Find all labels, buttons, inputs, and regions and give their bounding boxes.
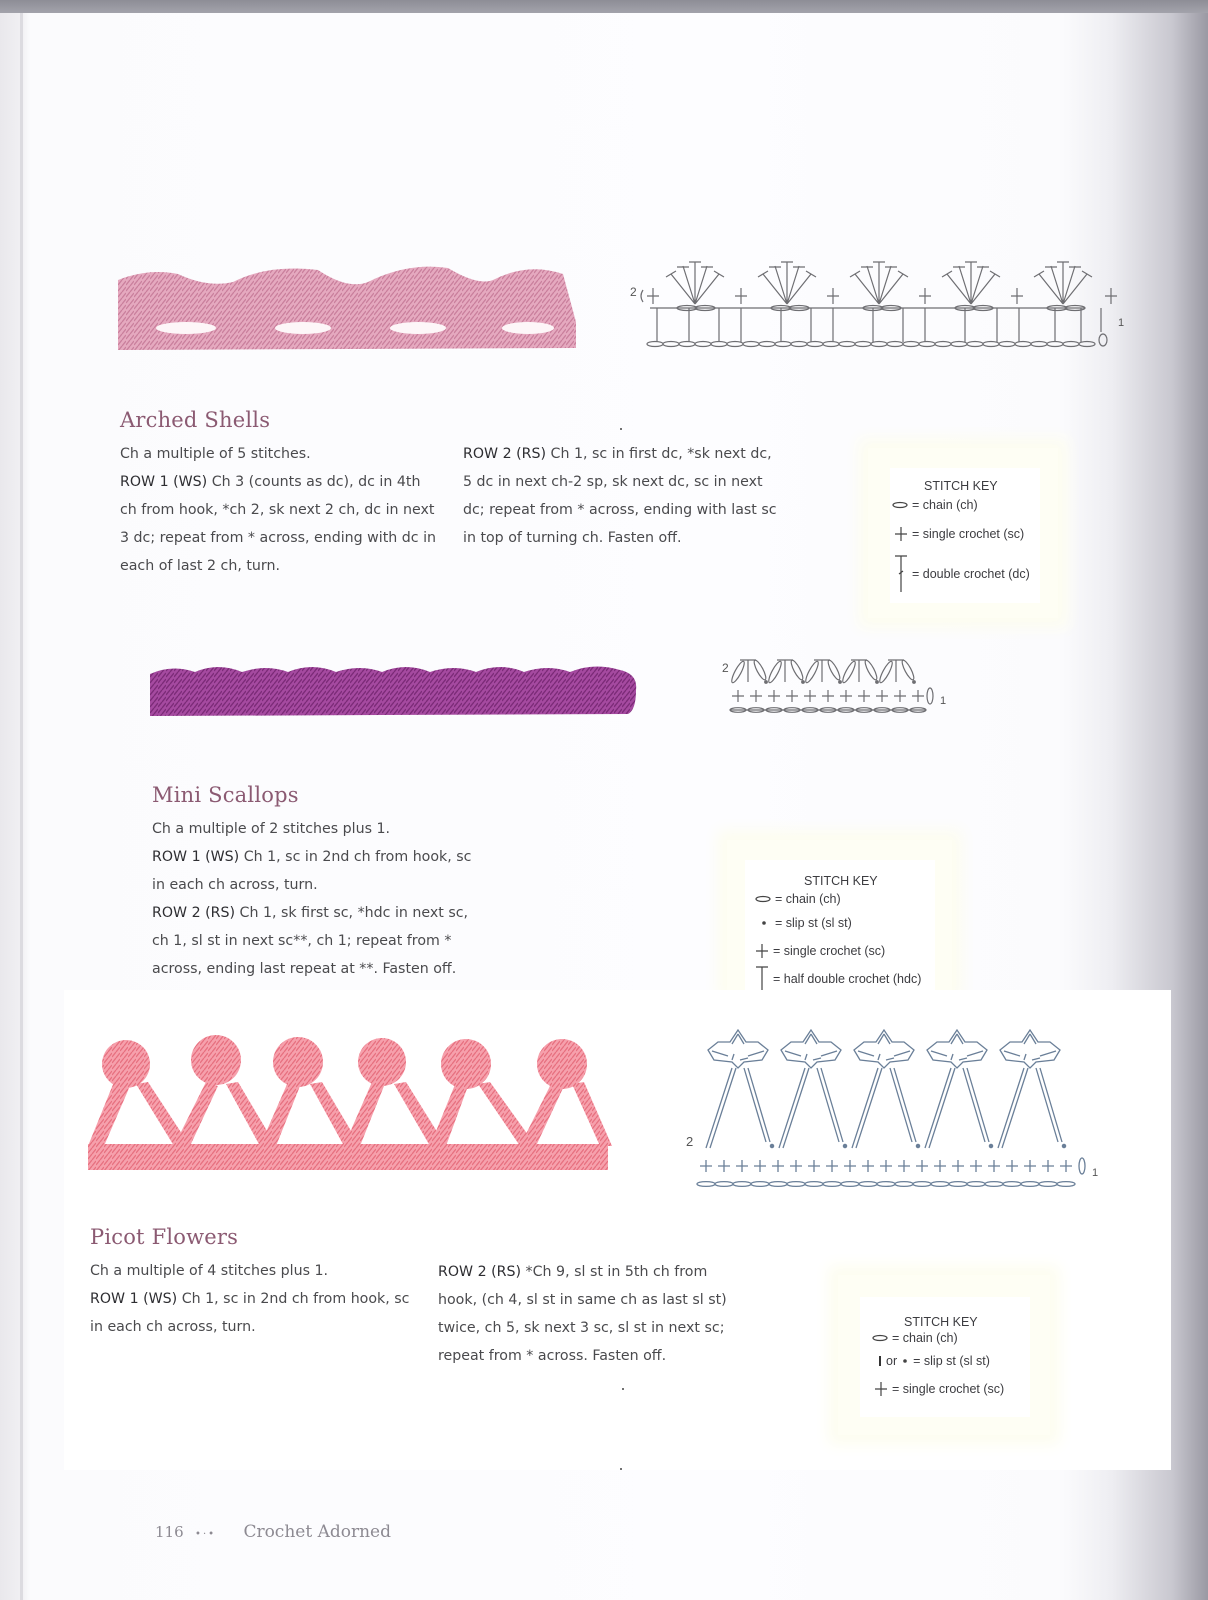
picot-flowers-title: Picot Flowers <box>90 1225 239 1249</box>
double-crochet-icon <box>894 554 908 594</box>
picot-flowers-swatch-photo <box>88 1022 614 1174</box>
stitch-key-item: = half double crochet (hdc) <box>755 965 921 993</box>
page-gutter <box>20 13 23 1600</box>
scan-speck <box>622 1388 624 1390</box>
stitch-key-item: = single crochet (sc) <box>874 1381 1004 1397</box>
row-label: ROW 1 (WS) <box>90 1291 178 1307</box>
row-label: ROW 1 (WS) <box>152 849 240 865</box>
stitch-key-title: STITCH KEY <box>924 479 998 493</box>
stitch-key-item: = chain (ch) <box>872 1331 958 1345</box>
arched-shells-stitch-key <box>868 448 1058 618</box>
picot-flowers-chart <box>682 1020 1102 1195</box>
scan-top-edge <box>0 0 1208 13</box>
svg-text:1: 1 <box>1118 317 1125 329</box>
svg-text:2: 2 <box>630 285 637 299</box>
arched-shells-instructions-col2 <box>463 440 781 552</box>
stitch-key-item: = single crochet (sc) <box>755 943 885 959</box>
row-text: *Ch 9, sl st in 5th ch from hook, (ch 4, sl st in same ch as last sl st) twice, ch 5, sk next 3 sc, sl st in next sc; repeat from * across. Fasten off. <box>438 1264 727 1364</box>
chain-icon <box>872 1334 888 1342</box>
page-footer <box>155 1522 391 1542</box>
single-crochet-icon <box>874 1381 888 1397</box>
stitch-key-item: = slip st (sl st) <box>757 916 852 930</box>
single-crochet-icon <box>755 943 769 959</box>
scan-speck <box>620 428 622 430</box>
arched-shells-chart <box>625 252 1125 352</box>
arched-shells-instructions-col1 <box>120 440 440 580</box>
row-text: Ch 3 (counts as dc), dc in 4th ch from hook, *ch 2, sk next 2 ch, dc in next 3 dc; repeat from * across, ending with dc in each of last 2 ch, turn. <box>120 474 437 574</box>
row-text: Ch 1, sc in first dc, *sk next dc, 5 dc in next ch-2 sp, sk next dc, sc in next dc; repeat from * across, ending with last sc in top of turning ch. Fasten off. <box>463 446 777 546</box>
chain-icon <box>892 501 908 509</box>
svg-text:1: 1 <box>940 695 947 707</box>
stitch-key-item: = chain (ch) <box>755 892 841 906</box>
slip-stitch-icon <box>901 1356 909 1366</box>
row-label: ROW 2 (RS) <box>152 905 236 921</box>
picot-flowers-stitch-key <box>838 1275 1050 1435</box>
single-crochet-icon <box>894 526 908 542</box>
mini-scallops-instructions <box>152 815 472 983</box>
picot-flowers-instructions-col1 <box>90 1257 410 1341</box>
stitch-key-title: STITCH KEY <box>904 1315 978 1329</box>
setup-text: Ch a multiple of 2 stitches plus 1. <box>152 821 391 837</box>
row-label: ROW 2 (RS) <box>438 1264 522 1280</box>
svg-text:2: 2 <box>722 661 729 675</box>
arched-shells-swatch-photo <box>118 262 578 357</box>
slip-stitch-icon <box>757 918 771 928</box>
mini-scallops-swatch-photo <box>150 660 640 720</box>
row-text: Ch 1, sc in 2nd ch from hook, sc in each ch across, turn. <box>152 849 472 893</box>
mini-scallops-title: Mini Scallops <box>152 783 299 807</box>
setup-text: Ch a multiple of 5 stitches. <box>120 446 311 462</box>
half-double-crochet-icon <box>755 965 769 993</box>
svg-text:2: 2 <box>686 1134 694 1149</box>
mini-scallops-chart <box>720 652 950 714</box>
stitch-key-item: or = slip st (sl st) <box>878 1354 990 1368</box>
stitch-key-item: = single crochet (sc) <box>894 526 1024 542</box>
scan-speck <box>620 1468 622 1470</box>
book-title: Crochet Adorned <box>243 1522 391 1542</box>
stitch-key-item: = chain (ch) <box>892 498 978 512</box>
row-label: ROW 2 (RS) <box>463 446 547 462</box>
picot-flowers-instructions-col2 <box>438 1258 743 1370</box>
footer-ornament: •·• <box>195 1529 217 1540</box>
svg-text:1: 1 <box>1092 1167 1099 1179</box>
arched-shells-title: Arched Shells <box>120 408 271 432</box>
setup-text: Ch a multiple of 4 stitches plus 1. <box>90 1263 329 1279</box>
page-number: 116 <box>155 1523 184 1541</box>
mini-scallops-stitch-key <box>727 840 952 990</box>
stitch-key-item: = double crochet (dc) <box>894 554 1030 594</box>
row-text: Ch 1, sc in 2nd ch from hook, sc in each ch across, turn. <box>90 1291 410 1335</box>
row-label: ROW 1 (WS) <box>120 474 208 490</box>
slip-stitch-bar-icon <box>878 1355 882 1367</box>
row-text: Ch 1, sk first sc, *hdc in next sc, ch 1, sl st in next sc**, ch 1; repeat from * across, ending last repeat at **. Fasten off. <box>152 905 469 977</box>
chain-icon <box>755 895 771 903</box>
stitch-key-title: STITCH KEY <box>804 874 878 888</box>
